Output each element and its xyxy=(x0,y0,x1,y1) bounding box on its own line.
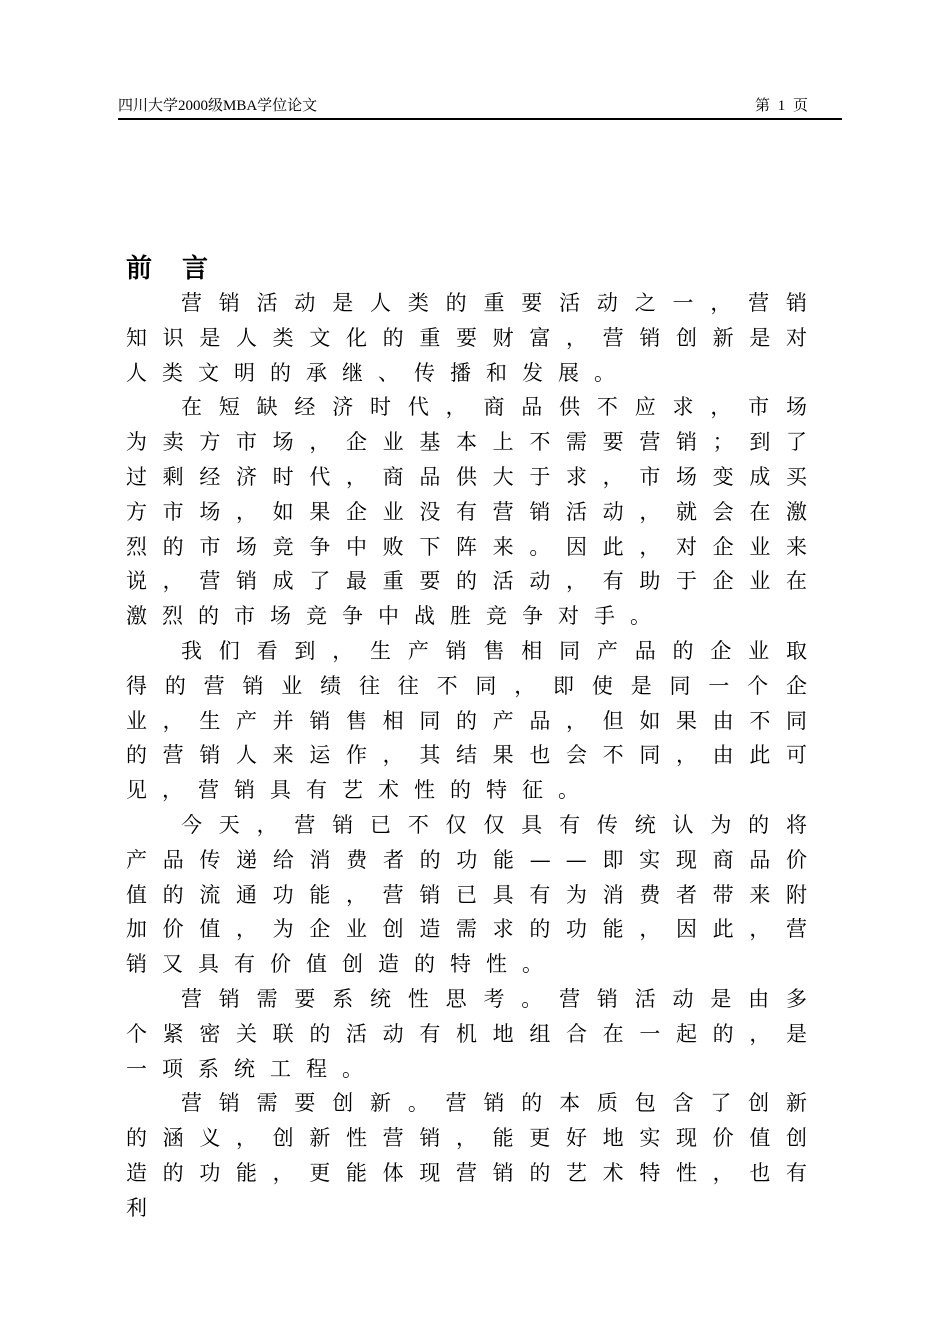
paragraph: 在短缺经济时代，商品供不应求，市场为卖方市场，企业基本上不需要营销；到了过剩经济时代，商品供大于求，市场变成买方市场，如果企业没有营销活动，就会在激烈的市场竞争中败下阵来。因此，对企业来说，营销成了最重要的活动，有助于企业在激烈的市场竞争中战胜竞争对手。 xyxy=(126,395,822,629)
body-text xyxy=(126,286,822,1226)
paragraph: 营销活动是人类的重要活动之一，营销知识是人类文化的重要财富，营销创新是对人类文明的承继、传播和发展。 xyxy=(126,291,822,385)
paragraph: 今天，营销已不仅仅具有传统认为的将产品传递给消费者的功能——即实现商品价值的流通功能，营销已具有为消费者带来附加价值，为企业创造需求的功能，因此，营销又具有价值创造的特性。 xyxy=(126,812,822,977)
running-header xyxy=(118,96,842,120)
header-thesis-title: 四川大学2000级MBA学位论文 xyxy=(118,98,318,114)
section-heading: 前言 xyxy=(126,254,239,284)
paragraph: 营销需要系统性思考。营销活动是由多个紧密关联的活动有机地组合在一起的，是一项系统工程。 xyxy=(126,986,822,1081)
header-page-number: 第 1 页 xyxy=(754,98,808,114)
paragraph: 营销需要创新。营销的本质包含了创新的涵义，创新性营销，能更好地实现价值创造的功能，更能体现营销的艺术特性，也有利 xyxy=(126,1091,822,1220)
paragraph: 我们看到，生产销售相同产品的企业取得的营销业绩往往不同，即使是同一个企业，生产并销售相同的产品，但如果由不同的营销人来运作，其结果也会不同，由此可见，营销具有艺术性的特征。 xyxy=(126,638,822,803)
